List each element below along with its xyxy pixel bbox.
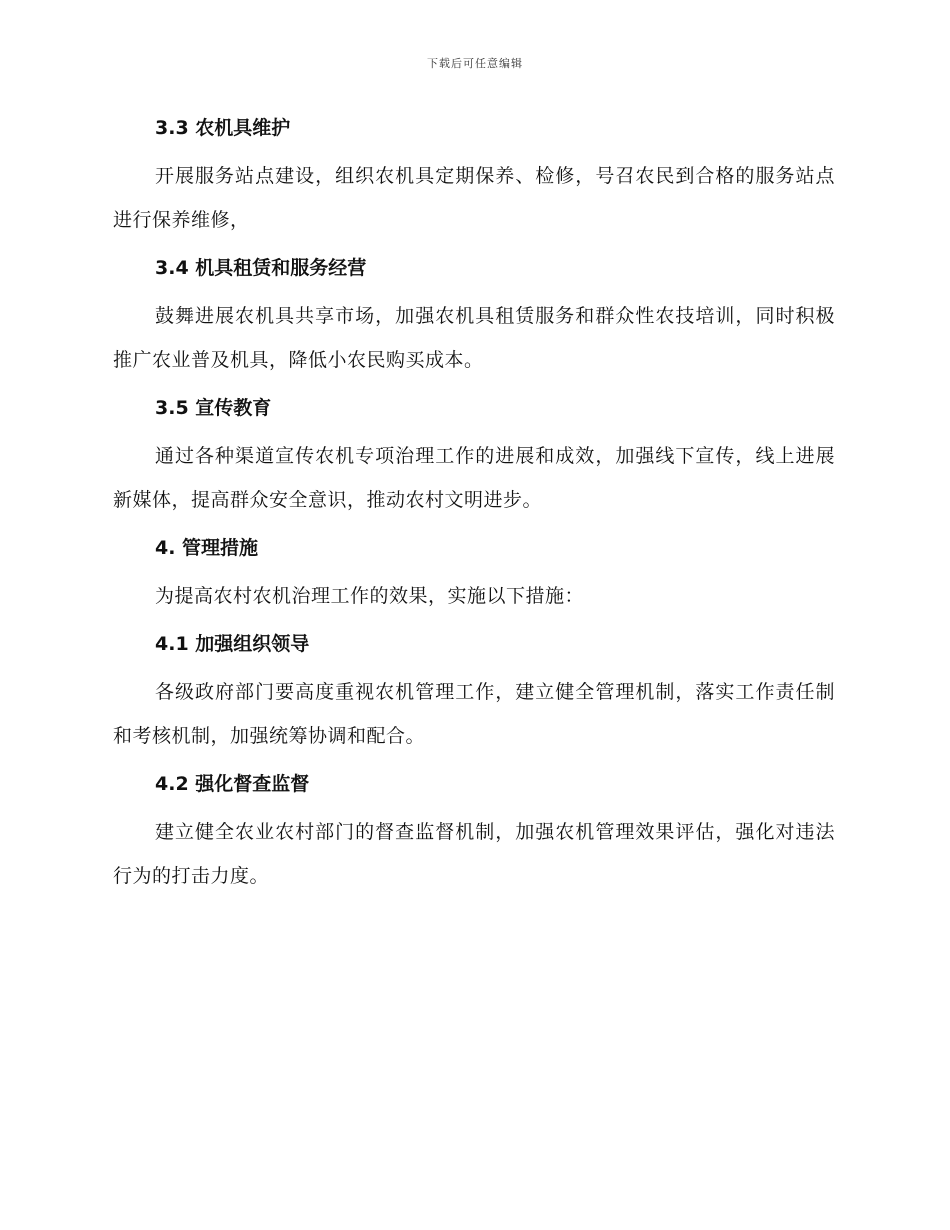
document-body xyxy=(113,110,835,906)
section-heading: 3.5 宣传教育 xyxy=(155,397,272,419)
section-paragraph: 建立健全农业农村部门的督查监督机制，加强农机管理效果评估，强化对违法行为的打击力度。 xyxy=(113,821,835,887)
page-header-note: 下载后可任意编辑 xyxy=(427,57,523,70)
section-heading: 4.2 强化督查监督 xyxy=(155,773,310,795)
section-paragraph: 鼓舞进展农机具共享市场，加强农机具租赁服务和群众性农技培训，同时积极推广农业普及机具，降低小农民购买成本。 xyxy=(113,305,835,371)
section-paragraph: 通过各种渠道宣传农机专项治理工作的进展和成效，加强线下宣传，线上进展新媒体，提高群众安全意识，推动农村文明进步。 xyxy=(113,445,835,511)
section-heading: 3.4 机具租赁和服务经营 xyxy=(155,257,367,279)
section-paragraph: 各级政府部门要高度重视农机管理工作，建立健全管理机制，落实工作责任制和考核机制，加强统筹协调和配合。 xyxy=(113,681,835,747)
section-heading: 4.1 加强组织领导 xyxy=(155,633,310,655)
section-heading: 3.3 农机具维护 xyxy=(155,117,291,139)
section-paragraph: 开展服务站点建设，组织农机具定期保养、检修，号召农民到合格的服务站点进行保养维修， xyxy=(113,165,835,231)
section-paragraph: 为提高农村农机治理工作的效果，实施以下措施： xyxy=(155,585,585,607)
section-heading: 4. 管理措施 xyxy=(155,537,259,559)
